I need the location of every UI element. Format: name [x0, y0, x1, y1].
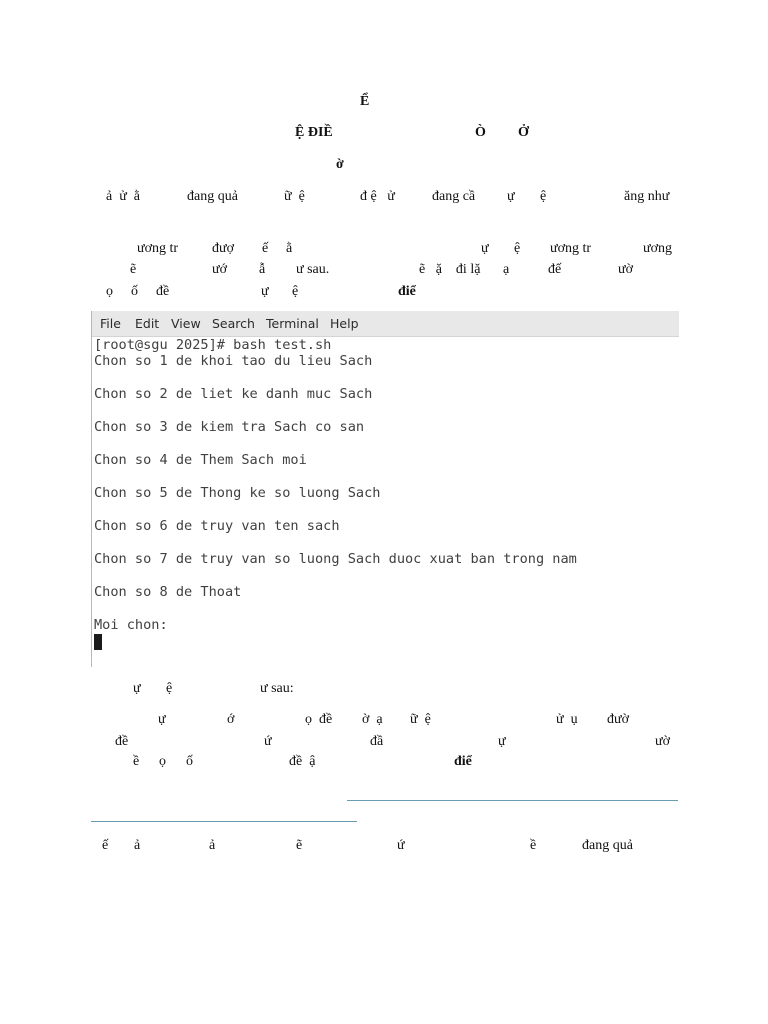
menu-search[interactable]: Search — [212, 316, 255, 331]
heading-fragment: Ở — [518, 125, 529, 140]
text-fragment: ố — [131, 284, 138, 299]
text-fragment: ả ử ằ — [106, 189, 141, 204]
text-fragment: ề — [530, 838, 537, 853]
divider — [91, 821, 357, 822]
text-fragment: ự — [498, 734, 506, 749]
text-fragment: ọ đề — [305, 712, 333, 727]
paragraph-1 — [0, 187, 768, 209]
text-fragment: ớ — [227, 712, 235, 727]
menu-terminal[interactable]: Terminal — [266, 316, 319, 331]
terminal-prompt: [root@sgu 2025]# bash test.sh — [94, 337, 332, 353]
text-fragment: ả — [209, 838, 216, 853]
terminal-line: Chon so 1 de khoi tao du lieu Sach — [94, 353, 373, 369]
terminal-line: Chon so 4 de Them Sach moi — [94, 452, 307, 468]
text-fragment: ữ ệ — [410, 712, 431, 727]
text-fragment: đế — [548, 262, 562, 277]
text-fragment: đườ — [607, 712, 629, 727]
text-fragment: ự — [507, 189, 515, 204]
text-fragment: ệ — [514, 241, 521, 256]
paragraph-4-line-2 — [0, 732, 768, 754]
terminal-line: Chon so 5 de Thong ke so luong Sach — [94, 485, 381, 501]
text-fragment: ẫ — [259, 262, 266, 277]
heading-fragment: Ể — [360, 94, 370, 109]
heading-fragment: Ệ ĐIỀ — [295, 125, 333, 140]
last-line — [0, 836, 768, 858]
terminal-line: Chon so 3 de kiem tra Sach co san — [94, 419, 365, 435]
menu-help[interactable]: Help — [330, 316, 359, 331]
text-fragment: ương tr — [550, 241, 592, 256]
text-fragment: đ ệ ử — [360, 189, 395, 204]
text-fragment: ăng như — [624, 189, 670, 204]
terminal-line: Chon so 2 de liet ke danh muc Sach — [94, 386, 373, 402]
paragraph-2-line-2 — [0, 260, 768, 282]
text-fragment: ẽ — [130, 262, 137, 277]
terminal-line: Chon so 8 de Thoat — [94, 584, 242, 600]
text-fragment: đề — [156, 284, 170, 299]
text-fragment: ẽ — [296, 838, 303, 853]
text-fragment: đượ — [212, 241, 234, 256]
text-fragment: ế — [102, 838, 109, 853]
terminal-menubar — [92, 311, 679, 337]
text-fragment: ử ụ — [556, 712, 578, 727]
text-fragment: đang cầ — [432, 189, 476, 204]
text-fragment: ạ — [503, 262, 510, 277]
text-fragment: đề ậ — [289, 754, 316, 769]
terminal-line: Chon so 6 de truy van ten sach — [94, 518, 340, 534]
text-fragment: ư sau. — [296, 262, 330, 277]
paragraph-3 — [0, 679, 768, 701]
paragraph-2-line-3 — [0, 282, 768, 304]
text-fragment: ự — [261, 284, 269, 299]
text-fragment: ọ — [106, 284, 113, 299]
text-fragment: ằ — [286, 241, 293, 256]
text-fragment: ự — [133, 681, 141, 696]
text-fragment: ố — [186, 754, 193, 769]
text-fragment: ề — [133, 754, 140, 769]
text-fragment: ương — [643, 241, 672, 256]
text-fragment: ọ — [159, 754, 166, 769]
text-fragment: ệ — [292, 284, 299, 299]
text-fragment: ệ — [166, 681, 173, 696]
heading-line-3 — [0, 155, 768, 177]
text-fragment: ả — [134, 838, 141, 853]
text-fragment: ườ — [655, 734, 670, 749]
text-fragment: điể — [454, 754, 472, 769]
paragraph-4-line-3 — [0, 752, 768, 774]
terminal-line: Chon so 7 de truy van so luong Sach duoc xuat ban trong nam — [94, 551, 577, 567]
heading-fragment: ờ — [336, 157, 344, 172]
text-fragment: ương tr — [137, 241, 179, 256]
text-fragment: đề — [115, 734, 129, 749]
text-fragment: ự — [481, 241, 489, 256]
text-fragment: ự — [158, 712, 166, 727]
terminal-cursor[interactable] — [94, 634, 102, 650]
heading-fragment: Ò — [475, 125, 486, 140]
menu-edit[interactable]: Edit — [135, 316, 160, 331]
text-fragment: ứ — [264, 734, 272, 749]
text-fragment: ế — [262, 241, 269, 256]
text-fragment: ờ ạ — [362, 712, 383, 727]
menu-file[interactable]: File — [100, 316, 121, 331]
text-fragment: ệ — [540, 189, 547, 204]
heading-line-2 — [0, 123, 768, 145]
text-fragment: ườ — [618, 262, 633, 277]
paragraph-4-line-1 — [0, 710, 768, 732]
text-fragment: đang quả — [187, 189, 238, 204]
text-fragment: ứ — [397, 838, 405, 853]
heading-line-1 — [0, 92, 768, 114]
text-fragment: điể — [398, 284, 416, 299]
divider — [347, 800, 678, 801]
paragraph-2-line-1 — [0, 239, 768, 261]
menu-view[interactable]: View — [171, 316, 201, 331]
text-fragment: ư sau: — [260, 681, 294, 696]
text-fragment: đang quả — [582, 838, 633, 853]
text-fragment: ữ ệ — [284, 189, 305, 204]
text-fragment: ẽ ặ đi lặ — [419, 262, 481, 277]
terminal-window — [91, 311, 679, 667]
terminal-line: Moi chon: — [94, 617, 168, 633]
text-fragment: ướ — [212, 262, 227, 277]
text-fragment: đầ — [370, 734, 384, 749]
